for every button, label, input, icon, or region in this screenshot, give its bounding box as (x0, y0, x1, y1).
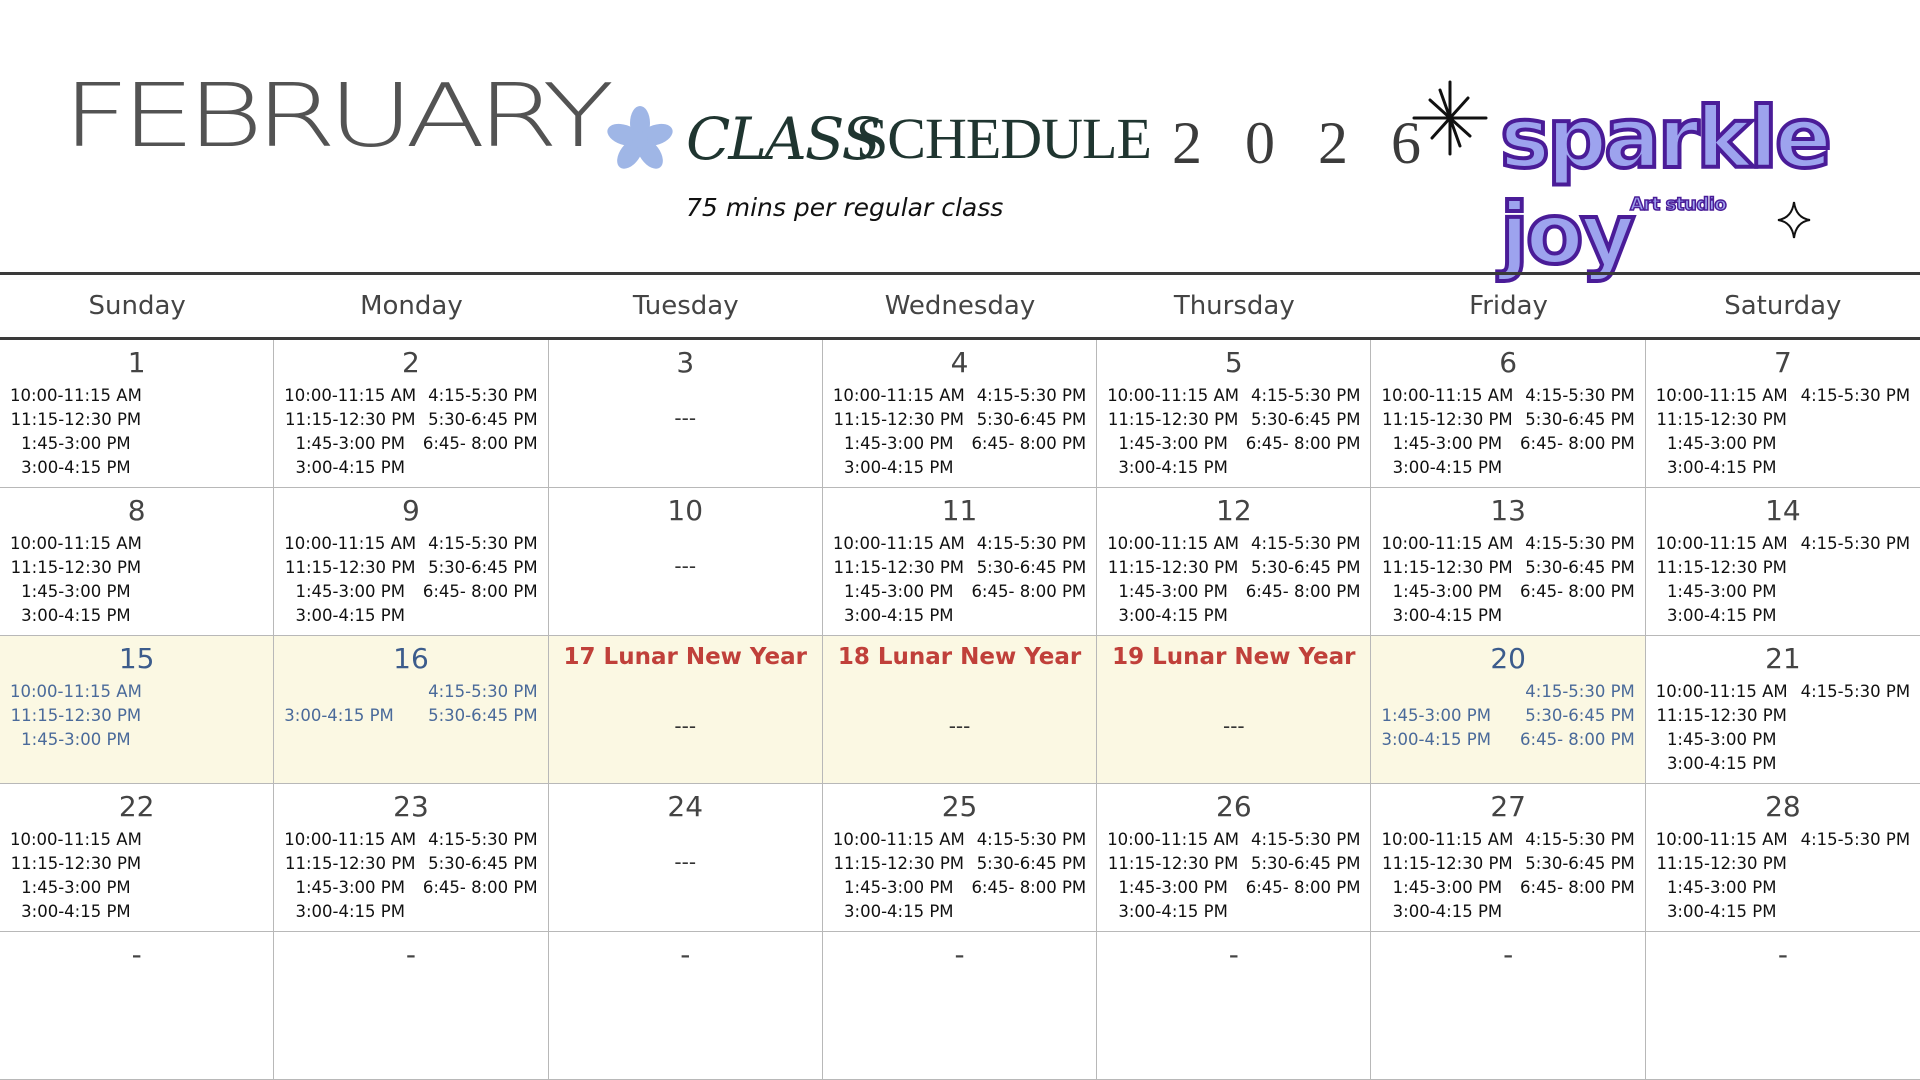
day-cell-28 (1646, 784, 1920, 932)
time-column-right (971, 384, 1090, 480)
day-number: 24 (667, 790, 704, 823)
time-slot: 4:15-5:30 PM (1525, 682, 1635, 701)
time-slot: 5:30-6:45 PM (428, 410, 538, 429)
time-slot: 10:00-11:15 AM (1107, 534, 1240, 553)
time-slot: 3:00-4:15 PM (21, 458, 131, 477)
time-column-left (10, 680, 142, 752)
brand-logo: sparkle joy (1500, 89, 1829, 283)
day-number: 28 (1765, 790, 1801, 823)
time-slot: 10:00-11:15 AM (284, 386, 417, 405)
time-column-right (971, 828, 1090, 924)
empty-day-dash: - (1503, 938, 1514, 971)
no-classes-placeholder: --- (1223, 714, 1245, 738)
day-cell-17 (549, 636, 823, 784)
time-slot: 3:00-4:15 PM (21, 606, 131, 625)
day-cell-20 (1371, 636, 1645, 784)
time-column-right (263, 680, 267, 752)
time-slot: 3:00-4:15 PM (844, 902, 954, 921)
time-slots (1381, 384, 1638, 480)
day-cell-15 (0, 636, 274, 784)
day-cell-23 (274, 784, 548, 932)
day-number: 10 (667, 494, 704, 527)
time-slot: 11:15-12:30 PM (1656, 558, 1787, 577)
year-label: 2 0 2 6 (1172, 110, 1435, 176)
time-slot: 11:15-12:30 PM (1107, 410, 1239, 429)
time-slot: 5:30-6:45 PM (1250, 558, 1361, 577)
time-slot: 5:30-6:45 PM (976, 854, 1087, 873)
time-slot: 6:45- 8:00 PM (422, 582, 538, 601)
flower-icon (606, 106, 674, 174)
time-slot: 5:30-6:45 PM (976, 558, 1087, 577)
time-column-right (423, 532, 542, 628)
time-slot: 5:30-6:45 PM (1525, 410, 1635, 429)
time-slot: 1:45-3:00 PM (1666, 730, 1777, 749)
day-number: 27 (1490, 790, 1526, 823)
time-column-left (833, 384, 965, 480)
day-cell-13 (1371, 488, 1645, 636)
time-slot: 1:45-3:00 PM (1118, 878, 1228, 897)
time-column-right (263, 532, 267, 628)
time-slot: 11:15-12:30 PM (284, 854, 416, 873)
time-slot: 3:00-4:15 PM (1666, 754, 1777, 773)
weekday-sunday: Sunday (88, 291, 186, 321)
empty-day-cell (1646, 932, 1920, 1080)
holiday-label: 19 Lunar New Year (1112, 644, 1356, 670)
time-slot: 1:45-3:00 PM (1392, 434, 1503, 453)
time-slot: 11:15-12:30 PM (10, 706, 142, 725)
time-column-right (1520, 828, 1639, 924)
time-slot: 4:15-5:30 PM (976, 534, 1087, 553)
day-number: 26 (1216, 790, 1252, 823)
time-slot: 3:00-4:15 PM (1381, 730, 1491, 749)
time-slot: 10:00-11:15 AM (832, 386, 965, 405)
time-slot: 1:45-3:00 PM (1666, 582, 1777, 601)
time-column-left (284, 680, 394, 728)
time-slot: 11:15-12:30 PM (833, 558, 965, 577)
time-column-left (1107, 532, 1239, 628)
time-slot: 10:00-11:15 AM (832, 830, 965, 849)
time-column-right (423, 828, 542, 924)
time-slot: 10:00-11:15 AM (1381, 534, 1514, 553)
time-column-right (1801, 532, 1915, 628)
no-classes-placeholder: --- (674, 406, 697, 430)
day-cell-8 (0, 488, 274, 636)
time-column-right (1246, 532, 1365, 628)
time-slots (833, 532, 1090, 628)
time-slot: 10:00-11:15 AM (10, 830, 142, 849)
empty-day-dash: - (131, 938, 142, 971)
time-slot: 3:00-4:15 PM (1666, 606, 1777, 625)
day-cell-21 (1646, 636, 1920, 784)
day-cell-22 (0, 784, 274, 932)
time-column-right (1520, 532, 1639, 628)
holiday-label: 17 Lunar New Year (563, 644, 807, 670)
time-slot: 4:15-5:30 PM (1525, 830, 1635, 849)
time-slot: 1:45-3:00 PM (1392, 582, 1503, 601)
time-column-left (284, 384, 416, 480)
time-slot: 6:45- 8:00 PM (971, 434, 1087, 453)
day-number: 2 (402, 346, 420, 379)
time-column-left (1381, 384, 1513, 480)
time-column-left (1107, 384, 1239, 480)
time-slots (1107, 828, 1364, 924)
time-slot: 11:15-12:30 PM (1656, 706, 1787, 725)
time-slot: 10:00-11:15 AM (284, 830, 417, 849)
time-slots (1381, 680, 1638, 752)
time-slot: 5:30-6:45 PM (1525, 706, 1635, 725)
time-slot: 10:00-11:15 AM (1107, 386, 1240, 405)
day-cell-9 (274, 488, 548, 636)
time-slot: 10:00-11:15 AM (10, 682, 142, 701)
time-slot: 1:45-3:00 PM (21, 878, 131, 897)
brand-subtitle: Art studio (1630, 194, 1727, 215)
time-slot: 1:45-3:00 PM (1118, 434, 1228, 453)
day-number: 14 (1765, 494, 1801, 527)
time-slots (1656, 680, 1914, 776)
time-slot: 11:15-12:30 PM (1107, 854, 1239, 873)
time-slot: 1:45-3:00 PM (295, 878, 405, 897)
time-slot: 11:15-12:30 PM (1382, 558, 1513, 577)
time-slot: 6:45- 8:00 PM (1245, 434, 1361, 453)
sparkle-star-icon (1410, 78, 1490, 158)
time-slot: 3:00-4:15 PM (1392, 902, 1503, 921)
empty-day-cell (1371, 932, 1645, 1080)
day-cell-10 (549, 488, 823, 636)
time-column-left (833, 828, 965, 924)
time-slot: 10:00-11:15 AM (1655, 682, 1788, 701)
empty-day-cell (1097, 932, 1371, 1080)
time-slot: 10:00-11:15 AM (284, 534, 417, 553)
time-slot: 1:45-3:00 PM (844, 878, 954, 897)
time-slot: 6:45- 8:00 PM (422, 434, 538, 453)
time-slot: 11:15-12:30 PM (1107, 558, 1239, 577)
time-slot: 3:00-4:15 PM (1392, 458, 1503, 477)
day-cell-24 (549, 784, 823, 932)
time-column-left (10, 828, 142, 924)
day-cell-1 (0, 340, 274, 488)
time-slots (10, 680, 267, 752)
time-slot: 5:30-6:45 PM (428, 558, 538, 577)
time-slot: 11:15-12:30 PM (10, 558, 142, 577)
time-slots (1656, 828, 1914, 924)
time-slot: 10:00-11:15 AM (1655, 830, 1788, 849)
day-cell-25 (823, 784, 1097, 932)
day-number: 6 (1499, 346, 1518, 379)
time-slots (1656, 532, 1914, 628)
day-number: 16 (393, 642, 429, 675)
day-number: 25 (941, 790, 978, 823)
day-cell-18 (823, 636, 1097, 784)
time-slots (1656, 384, 1914, 480)
time-slot: 11:15-12:30 PM (10, 854, 142, 873)
time-column-right (1520, 680, 1639, 752)
day-number: 5 (1224, 346, 1243, 379)
time-column-right (423, 384, 542, 480)
time-slots (833, 828, 1090, 924)
time-slot: 4:15-5:30 PM (976, 386, 1087, 405)
time-slot: 1:45-3:00 PM (1118, 582, 1228, 601)
day-cell-2 (274, 340, 548, 488)
day-cell-3 (549, 340, 823, 488)
time-slot: 1:45-3:00 PM (1666, 878, 1777, 897)
time-column-right (1801, 828, 1915, 924)
time-slot: 3:00-4:15 PM (1118, 606, 1228, 625)
day-number: 23 (393, 790, 429, 823)
calendar-header (0, 0, 1920, 283)
no-classes-placeholder: --- (948, 714, 971, 738)
four-point-star-icon (1776, 200, 1812, 240)
time-slot: 4:15-5:30 PM (428, 534, 538, 553)
time-slots (10, 828, 267, 924)
time-slot: 5:30-6:45 PM (976, 410, 1087, 429)
time-slot: 3:00-4:15 PM (295, 606, 405, 625)
day-number: 1 (127, 346, 146, 379)
calendar-grid (0, 340, 1920, 1080)
day-number: 7 (1774, 346, 1792, 379)
weekday-friday: Friday (1469, 291, 1548, 321)
time-slot: 4:15-5:30 PM (1800, 830, 1911, 849)
time-column-right (1246, 828, 1365, 924)
no-classes-placeholder: --- (674, 554, 697, 578)
time-slot: 1:45-3:00 PM (21, 582, 131, 601)
time-slot: 1:45-3:00 PM (844, 582, 954, 601)
holiday-label: 18 Lunar New Year (837, 644, 1082, 670)
time-slot: 1:45-3:00 PM (21, 434, 131, 453)
day-number: 12 (1216, 494, 1252, 527)
time-slot: 6:45- 8:00 PM (1520, 878, 1635, 897)
time-slot: 1:45-3:00 PM (21, 730, 131, 749)
time-slot: 5:30-6:45 PM (428, 854, 538, 873)
time-slot: 3:00-4:15 PM (21, 902, 131, 921)
time-slot: 4:15-5:30 PM (1800, 534, 1911, 553)
day-cell-27 (1371, 784, 1645, 932)
weekday-thursday: Thursday (1173, 291, 1295, 321)
time-slot: 11:15-12:30 PM (1382, 854, 1513, 873)
time-slots (1381, 532, 1638, 628)
time-slot: 3:00-4:15 PM (844, 458, 954, 477)
weekday-tuesday: Tuesday (632, 291, 739, 321)
time-column-left (1656, 828, 1788, 924)
time-slot: 4:15-5:30 PM (1250, 534, 1361, 553)
time-slot: 4:15-5:30 PM (1525, 534, 1635, 553)
day-number: 3 (676, 346, 695, 379)
time-slot: 10:00-11:15 AM (1107, 830, 1240, 849)
time-slot: 3:00-4:15 PM (1118, 902, 1228, 921)
day-cell-12 (1097, 488, 1371, 636)
empty-day-dash: - (405, 938, 416, 971)
empty-day-dash: - (954, 938, 965, 971)
time-slots (1107, 384, 1364, 480)
empty-day-dash: - (1777, 938, 1788, 971)
day-cell-11 (823, 488, 1097, 636)
time-slot: 4:15-5:30 PM (428, 682, 538, 701)
time-slot: 11:15-12:30 PM (1382, 410, 1513, 429)
time-column-right (1520, 384, 1639, 480)
day-number: 13 (1490, 494, 1526, 527)
weekday-monday: Monday (360, 291, 463, 321)
weekday-wednesday: Wednesday (884, 291, 1036, 321)
day-number: 20 (1490, 642, 1526, 675)
time-slot: 4:15-5:30 PM (428, 830, 538, 849)
time-slot: 4:15-5:30 PM (1800, 386, 1911, 405)
time-slot: 6:45- 8:00 PM (1520, 434, 1635, 453)
time-column-left (1656, 384, 1788, 480)
day-number: 22 (118, 790, 155, 823)
time-slot: 1:45-3:00 PM (295, 582, 405, 601)
time-slot: 10:00-11:15 AM (1381, 830, 1514, 849)
month-title: FEBRUARY (62, 64, 606, 167)
time-slot: 1:45-3:00 PM (1666, 434, 1777, 453)
time-slot: 1:45-3:00 PM (844, 434, 954, 453)
time-slot: 6:45- 8:00 PM (971, 878, 1087, 897)
time-column-left (833, 532, 965, 628)
time-slot: 6:45- 8:00 PM (1520, 582, 1635, 601)
weekday-header-row (0, 272, 1920, 340)
time-slots (10, 532, 267, 628)
time-slot: 11:15-12:30 PM (833, 410, 965, 429)
time-slot: 11:15-12:30 PM (284, 558, 416, 577)
time-column-left (284, 532, 416, 628)
empty-day-cell (0, 932, 274, 1080)
time-slot: 3:00-4:15 PM (844, 606, 954, 625)
time-slot: 6:45- 8:00 PM (1520, 730, 1635, 749)
day-cell-16 (274, 636, 548, 784)
day-cell-19 (1097, 636, 1371, 784)
time-column-left (1381, 828, 1513, 924)
day-cell-14 (1646, 488, 1920, 636)
time-slots (10, 384, 267, 480)
time-slot: 4:15-5:30 PM (1525, 386, 1635, 405)
time-slot: 11:15-12:30 PM (833, 854, 965, 873)
time-slot: 6:45- 8:00 PM (422, 878, 538, 897)
time-slot: 1:45-3:00 PM (1381, 706, 1491, 725)
time-column-right (263, 828, 267, 924)
day-number: 21 (1765, 642, 1801, 675)
day-number: 8 (127, 494, 146, 527)
time-slots (284, 532, 541, 628)
time-slot: 4:15-5:30 PM (1800, 682, 1911, 701)
time-slot: 3:00-4:15 PM (295, 902, 405, 921)
time-slot: 5:30-6:45 PM (1250, 854, 1361, 873)
time-slot: 10:00-11:15 AM (832, 534, 965, 553)
time-slot: 1:45-3:00 PM (295, 434, 405, 453)
no-classes-placeholder: --- (674, 850, 697, 874)
time-slot: 11:15-12:30 PM (284, 410, 416, 429)
time-column-right (1246, 384, 1365, 480)
time-slots (1381, 828, 1638, 924)
time-column-left (284, 828, 416, 924)
time-slot: 11:15-12:30 PM (1656, 854, 1787, 873)
time-slot: 4:15-5:30 PM (976, 830, 1087, 849)
time-slot: 10:00-11:15 AM (1655, 534, 1788, 553)
time-slot: 4:15-5:30 PM (1250, 830, 1361, 849)
time-slot: 10:00-11:15 AM (10, 534, 142, 553)
day-cell-6 (1371, 340, 1645, 488)
day-number: 11 (941, 494, 978, 527)
time-slot: 4:15-5:30 PM (1250, 386, 1361, 405)
time-slot: 1:45-3:00 PM (1392, 878, 1503, 897)
time-column-left (10, 532, 142, 628)
time-slots (833, 384, 1090, 480)
time-slot: 4:15-5:30 PM (428, 386, 538, 405)
time-slot: 6:45- 8:00 PM (1245, 582, 1361, 601)
time-slot: 3:00-4:15 PM (1118, 458, 1228, 477)
time-slot: 6:45- 8:00 PM (971, 582, 1087, 601)
day-cell-4 (823, 340, 1097, 488)
time-column-left (10, 384, 142, 480)
no-classes-placeholder: --- (674, 714, 697, 738)
time-slot: 5:30-6:45 PM (1525, 854, 1635, 873)
time-slot: 10:00-11:15 AM (10, 386, 142, 405)
time-slot: 5:30-6:45 PM (1250, 410, 1361, 429)
time-column-left (1381, 680, 1491, 752)
time-slot: 3:00-4:15 PM (284, 706, 394, 725)
time-column-left (1656, 680, 1788, 776)
time-slot: 10:00-11:15 AM (1381, 386, 1514, 405)
time-slot: 5:30-6:45 PM (1525, 558, 1635, 577)
time-column-left (1656, 532, 1788, 628)
time-slot: 6:45- 8:00 PM (1245, 878, 1361, 897)
weekday-saturday: Saturday (1724, 291, 1842, 321)
time-slots (284, 384, 541, 480)
time-column-right (263, 384, 267, 480)
time-column-left (1381, 532, 1513, 628)
class-word: CLASS (686, 105, 880, 173)
empty-day-cell (549, 932, 823, 1080)
empty-day-dash: - (680, 938, 691, 971)
empty-day-cell (274, 932, 548, 1080)
class-length-note: 75 mins per regular class (686, 193, 1004, 222)
day-cell-7 (1646, 340, 1920, 488)
time-slot: 10:00-11:15 AM (1655, 386, 1788, 405)
time-column-right (971, 532, 1090, 628)
day-number: 15 (118, 642, 155, 675)
time-column-right (428, 680, 542, 728)
day-number: 4 (950, 346, 969, 379)
time-slot: 3:00-4:15 PM (1666, 902, 1777, 921)
time-slots (284, 680, 541, 728)
day-number: 9 (402, 494, 420, 527)
empty-day-dash: - (1228, 938, 1239, 971)
time-slot: 11:15-12:30 PM (10, 410, 142, 429)
time-column-right (1801, 680, 1915, 776)
time-slot: 3:00-4:15 PM (1392, 606, 1503, 625)
empty-day-cell (823, 932, 1097, 1080)
time-slot: 3:00-4:15 PM (295, 458, 405, 477)
time-slots (284, 828, 541, 924)
time-column-left (1107, 828, 1239, 924)
day-cell-26 (1097, 784, 1371, 932)
schedule-word: SCHEDULE (856, 106, 1151, 171)
time-slot: 3:00-4:15 PM (1666, 458, 1777, 477)
time-slots (1107, 532, 1364, 628)
time-slot: 5:30-6:45 PM (428, 706, 538, 725)
time-slot: 11:15-12:30 PM (1656, 410, 1787, 429)
time-column-right (1801, 384, 1915, 480)
day-cell-5 (1097, 340, 1371, 488)
